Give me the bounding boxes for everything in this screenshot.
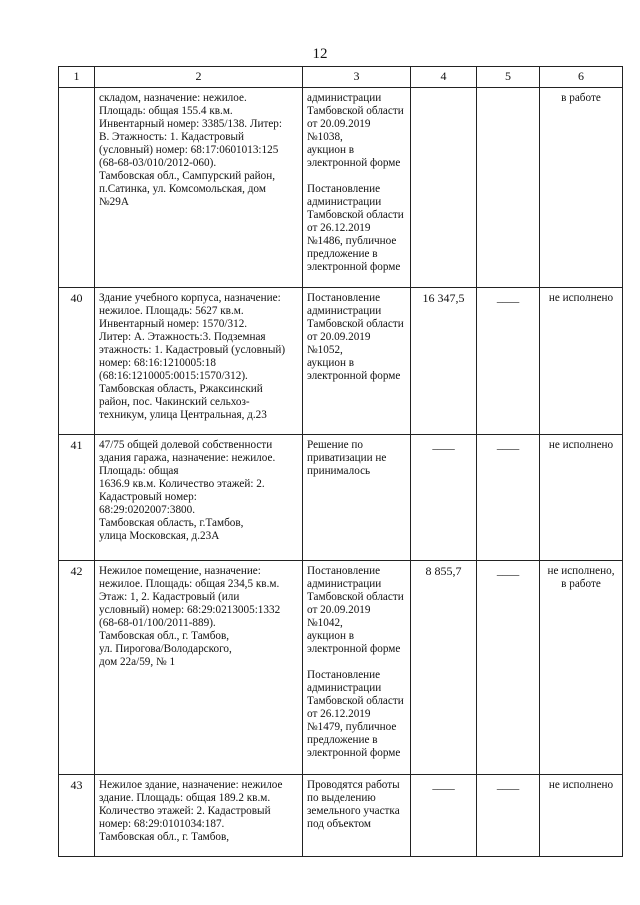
price-value: ____ (411, 775, 477, 857)
basis-entry: Постановление администрации Тамбовской области от 20.09.2019 №1042, аукцион в электронной форме (307, 565, 404, 655)
row-number: 43 (59, 775, 95, 857)
column-header-6: 6 (540, 67, 623, 88)
column-5-value: ____ (477, 561, 540, 775)
table-row (59, 561, 623, 775)
table-row (59, 288, 623, 435)
property-description: Нежилое здание, назначение: нежилое здание. Площадь: общая 189.2 кв.м. Количество этажей: 2. Кадастровый номер: 68:29:0101034:187. Тамбовская обл., г. Тамбов, (95, 775, 303, 857)
privatization-basis (303, 288, 411, 435)
property-description: 47/75 общей долевой собственности здания гаража, назначение: нежилое. Площадь: общая 1636.9 кв.м. Количество этажей: 2. Кадастровый номер: 68:29:0202007:3800. Тамбовская область, г.Тамбов, улица Московская, д.23А (95, 435, 303, 561)
privatization-basis (303, 775, 411, 857)
table-header-row (59, 67, 623, 88)
privatization-basis (303, 88, 411, 288)
status-text: в работе (540, 88, 623, 288)
column-5-value: ____ (477, 435, 540, 561)
status-text: не исполнено, в работе (540, 561, 623, 775)
table-row (59, 435, 623, 561)
privatization-basis (303, 435, 411, 561)
column-header-5: 5 (477, 67, 540, 88)
status-text: не исполнено (540, 775, 623, 857)
row-number: 41 (59, 435, 95, 561)
status-text: не исполнено (540, 288, 623, 435)
basis-entry: администрации Тамбовской области от 20.09.2019 №1038, аукцион в электронной форме (307, 92, 404, 169)
status-text: не исполнено (540, 435, 623, 561)
basis-entry: Постановление администрации Тамбовской области от 26.12.2019 №1479, публичное предложение в электронной форме (307, 669, 404, 759)
row-number (59, 88, 95, 288)
column-5-value (477, 88, 540, 288)
property-description: Нежилое помещение, назначение: нежилое. Площадь: общая 234,5 кв.м. Этаж: 1, 2. Кадастровый (или условный) номер: 68:29:0213005:1332 (68-68-01/100/2011-889). Тамбовская обл., г. Тамбов, ул. Пирогова/Володарского, дом 22а/59, № 1 (95, 561, 303, 775)
basis-entry: Решение по приватизации не принималось (307, 439, 387, 477)
column-5-value: ____ (477, 288, 540, 435)
table-row (59, 88, 623, 288)
column-5-value: ____ (477, 775, 540, 857)
row-number: 40 (59, 288, 95, 435)
property-description: Здание учебного корпуса, назначение: нежилое. Площадь: 5627 кв.м. Инвентарный номер: 1570/312. Литер: А. Этажность:3. Подземная этажность: 1. Кадастровый (условный) номер: 68:16:1210005:18 (68:16:1210005:0015:1570/312). Тамбовская область, Ржаксинский район, пос. Чакинский сельхоз- техникум, улица Центральная, д.23 (95, 288, 303, 435)
column-header-4: 4 (411, 67, 477, 88)
table-row (59, 775, 623, 857)
property-table (58, 66, 623, 857)
property-description: складом, назначение: нежилое. Площадь: общая 155.4 кв.м. Инвентарный номер: 3385/138. Литер: В. Этажность: 1. Кадастровый (условный) номер: 68:17:0601013:125 (68-68-03/010/2012-060). Тамбовская обл., Сампурский район, п.Сатинка, ул. Комсомольская, дом №29А (95, 88, 303, 288)
price-value (411, 88, 477, 288)
page-number: 12 (312, 46, 328, 62)
column-header-2: 2 (95, 67, 303, 88)
basis-entry: Постановление администрации Тамбовской области от 26.12.2019 №1486, публичное предложение в электронной форме (307, 183, 404, 273)
basis-entry: Проводятся работы по выделению земельного участка под объектом (307, 779, 400, 830)
column-header-1: 1 (59, 67, 95, 88)
price-value: ____ (411, 435, 477, 561)
privatization-basis (303, 561, 411, 775)
row-number: 42 (59, 561, 95, 775)
price-value: 16 347,5 (411, 288, 477, 435)
price-value: 8 855,7 (411, 561, 477, 775)
column-header-3: 3 (303, 67, 411, 88)
basis-entry: Постановление администрации Тамбовской области от 20.09.2019 №1052, аукцион в электронной форме (307, 292, 404, 382)
